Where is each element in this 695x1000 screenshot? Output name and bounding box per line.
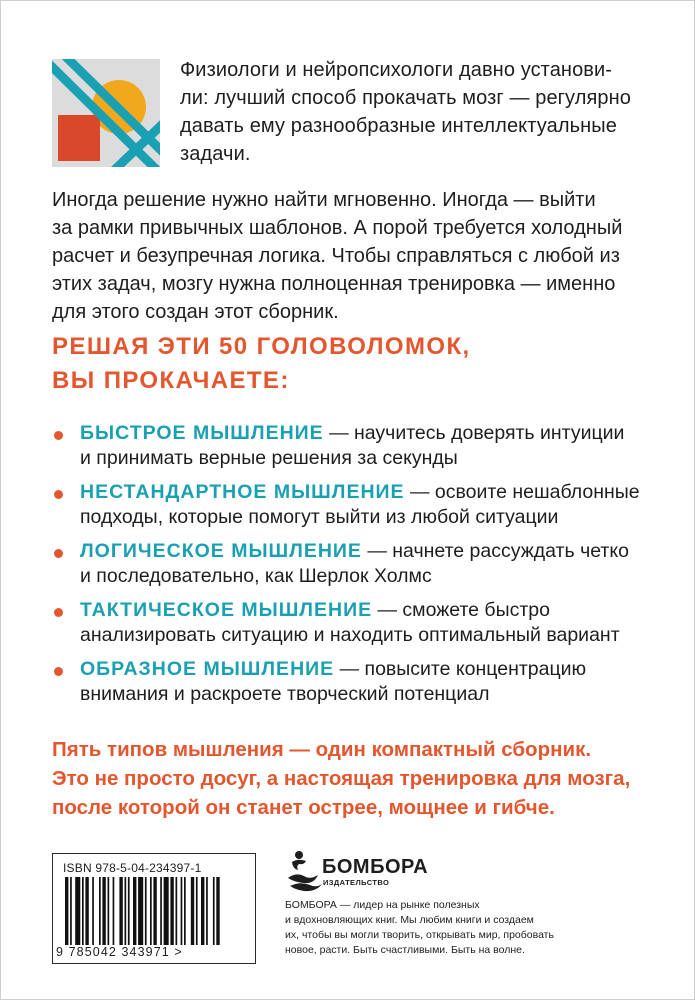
- feature-line: [80, 421, 652, 446]
- feature-text: — повысите концентрацию: [334, 658, 587, 680]
- paragraph-line: расчет и безупречная логика. Чтобы справляться с любой из: [52, 245, 620, 267]
- closing-line: Это не просто досуг, а настоящая тренировка для мозга,: [52, 767, 631, 790]
- feature-text: — освоите нешаблонные: [404, 481, 640, 503]
- publisher-desc-line: новое, расти. Быть счастливыми. Быть на волне.: [285, 944, 525, 956]
- feature-line: внимания и раскроете творческий потенциал: [80, 683, 490, 705]
- feature-text: — научитесь доверять интуиции: [323, 422, 625, 444]
- isbn-label: ISBN 978-5-04-234397-1: [63, 861, 202, 875]
- feature-line: [80, 657, 652, 682]
- feature-line: анализировать ситуацию и находить оптимальный вариант: [80, 624, 620, 646]
- feature-line: подходы, которые помогут выйти из любой ситуации: [80, 506, 559, 528]
- bullet-dot-icon: [54, 490, 63, 499]
- feature-keyword: ТАКТИЧЕСКОЕ МЫШЛЕНИЕ: [80, 599, 373, 621]
- heading-line: РЕШАЯ ЭТИ 50 ГОЛОВОЛОМОК,: [52, 333, 471, 360]
- paragraph-line: для этого создан этот сборник.: [52, 301, 339, 323]
- bullet-dot-icon: [54, 431, 63, 440]
- barcode-box: [52, 853, 256, 964]
- closing-line: после которой он станет острее, мощнее и гибче.: [52, 796, 555, 819]
- publisher-name: БОМБОРА: [322, 856, 429, 878]
- description-paragraph: [52, 186, 644, 326]
- publisher-desc-line: и вдохновляющих книг. Мы любим книги и создаем: [285, 914, 534, 926]
- publisher-desc-line: БОМБОРА — лидер на рынке полезных: [285, 899, 480, 911]
- paragraph-line: Иногда решение нужно найти мгновенно. Иногда — выйти: [52, 189, 596, 211]
- heading-line: ВЫ ПРОКАЧАЕТЕ:: [52, 367, 290, 394]
- intro-line: давать ему разнообразные интеллектуальные: [180, 115, 617, 137]
- feature-keyword: ЛОГИЧЕСКОЕ МЫШЛЕНИЕ: [80, 540, 362, 562]
- publisher-desc-line: их, чтобы вы могли творить, открывать мир, пробовать: [285, 929, 554, 941]
- feature-item: [52, 657, 652, 716]
- publisher-subtitle: ИЗДАТЕЛЬСТВО: [323, 878, 390, 887]
- feature-keyword: НЕСТАНДАРТНОЕ МЫШЛЕНИЕ: [80, 481, 405, 503]
- feature-line: [80, 480, 652, 505]
- feature-line: [80, 598, 652, 623]
- feature-keyword: БЫСТРОЕ МЫШЛЕНИЕ: [80, 422, 324, 444]
- puzzle-logo-icon: [52, 59, 160, 167]
- barcode-bars-icon: [65, 877, 245, 945]
- intro-line: задачи.: [180, 143, 251, 165]
- closing-text: [52, 735, 652, 822]
- feature-line: [80, 539, 652, 564]
- intro-line: ли: лучший способ прокачать мозг — регулярно: [180, 87, 632, 109]
- section-heading: [52, 330, 644, 398]
- paragraph-line: за рамки привычных шаблонов. А порой требуется холодный: [52, 217, 623, 239]
- feature-item: [52, 598, 652, 657]
- feature-list: [52, 421, 652, 716]
- bullet-dot-icon: [54, 549, 63, 558]
- feature-item: [52, 539, 652, 598]
- barcode-digits: 9 785042 343971 >: [56, 945, 183, 959]
- paragraph-line: этих задач, мозгу нужна полноценная тренировка — именно: [52, 273, 616, 295]
- feature-text: — сможете быстро: [372, 599, 550, 621]
- feature-item: [52, 480, 652, 539]
- closing-line: Пять типов мышления — один компактный сборник.: [52, 738, 592, 761]
- feature-line: и принимать верные решения за секунды: [80, 447, 458, 469]
- intro-text: [180, 56, 643, 168]
- bullet-dot-icon: [54, 608, 63, 617]
- bullet-dot-icon: [54, 667, 63, 676]
- publisher-description: [285, 898, 585, 958]
- intro-line: Физиологи и нейропсихологи давно установи-: [180, 59, 613, 81]
- feature-keyword: ОБРАЗНОЕ МЫШЛЕНИЕ: [80, 658, 335, 680]
- feature-text: — начнете рассуждать четко: [361, 540, 629, 562]
- feature-item: [52, 421, 652, 480]
- feature-line: и последовательно, как Шерлок Холмс: [80, 565, 432, 587]
